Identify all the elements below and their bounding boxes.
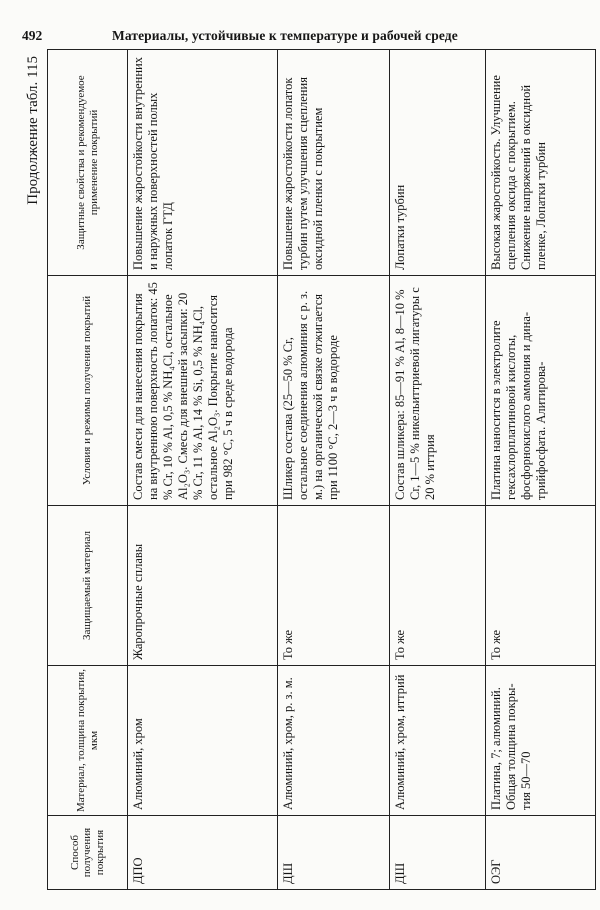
running-title: Материалы, устойчивые к температуре и рабочей среде [112,28,458,43]
col-header-substrate: Защищаемый материал [48,506,128,666]
cell-conditions: Шликер состава (25—50 % Cr, остальное соединения алюминия с р. з. м.) на органической связке отжигается при 1100 °C, 2—3 ч в водороде [278,276,390,506]
cell-properties: Высокая жаростойкость. Улучшение сцепления оксида с покрытием. Снижение напряжений в оксидной пленке, Лопатки турбин [486,50,596,276]
cell-substrate: То же [278,506,390,666]
cell-substrate: Жаропрочные сплавы [128,506,278,666]
cell-material: Платина, 7; алюминий. Общая толщина покрытия 50—70 [486,666,596,816]
cell-method: ДШ [390,816,486,890]
cell-properties: Повышение жаростойкости внутренних и наружных поверхностей полых лопаток ГТД [128,50,278,276]
cell-material: Алюминий, хром [128,666,278,816]
table-header-row [48,50,128,890]
table-row [128,50,278,890]
cell-substrate: То же [390,506,486,666]
table-row [390,50,486,890]
col-header-conditions: Условия и режимы получения покрытий [48,276,128,506]
cell-properties: Повышение жаростойкости лопаток турбин путем улучшения сцепления оксидной пленки с покрытием [278,50,390,276]
cell-method: ОЭГ [486,816,596,890]
cell-substrate: То же [486,506,596,666]
table-row [278,50,390,890]
rotated-table-page [25,50,585,890]
col-header-properties: Защитные свойства и рекомендуемое применение покрытий [48,50,128,276]
table-continuation-label: Продолжение табл. 115 [25,56,41,205]
col-header-method: Способ получения покрытия [48,816,128,890]
coatings-table [47,49,596,890]
page-number: 492 [22,28,43,43]
cell-method: ДПО [128,816,278,890]
table-row [486,50,596,890]
cell-material: Алюминий, хром, р. з. м. [278,666,390,816]
cell-method: ДШ [278,816,390,890]
cell-conditions: Платина наносится в электролите гексахлорплатиновой кислоты, фосфорнокислого аммония и динатрийфосфата. Алитирова- [486,276,596,506]
cell-properties: Лопатки турбин [390,50,486,276]
cell-material: Алюминий, хром, иттрий [390,666,486,816]
cell-conditions: Состав смеси для нанесения покрытия на внутреннюю поверхность лопаток: 45 % Cr, 10 % Al, 0,5 % NH₄Cl, остальное Al₂O₃. Смесь для внешней засыпки: 20 % Cr, 11 % Al, 14 % Si, 0,5 % NH₄Cl, остальное Al₂O₃. Покрытие наносится при 982 °C, 5 ч в среде водорода [128,276,278,506]
page-header [22,24,582,46]
cell-conditions: Состав шликера: 85—91 % Al, 8—10 % Cr, 1—5 % никельиттриевой лигатуры с 20 % иттрия [390,276,486,506]
col-header-material: Материал, толщина покрытия, мкм [48,666,128,816]
